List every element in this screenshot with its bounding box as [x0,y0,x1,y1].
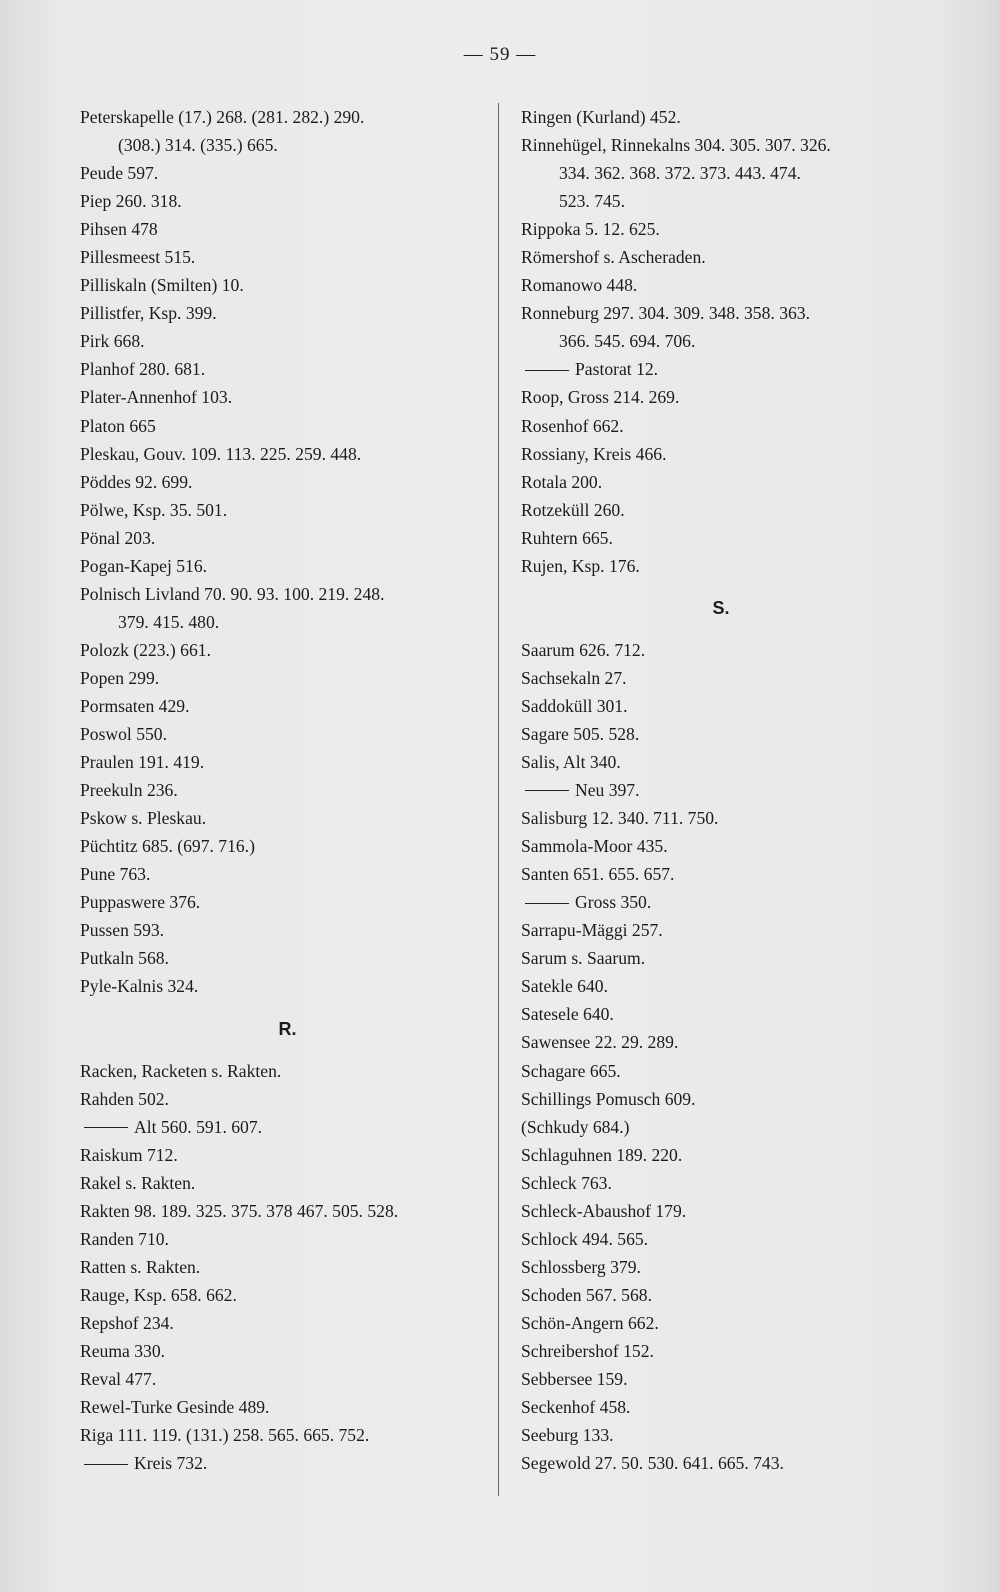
left-entries-p [80,103,500,1001]
index-entry-text: (308.) 314. (335.) 665. [118,135,278,156]
index-entry-text: Ringen (Kurland) 452. [521,107,681,127]
index-entry-text: Pirk 668. [80,331,145,352]
index-entry-text: Rewel-Turke Gesinde 489. [80,1397,270,1418]
index-entry-text: Römershof s. Ascheraden. [521,247,706,268]
index-entry-text: Pastorat 12. [575,359,659,380]
index-entry [80,1449,500,1477]
right-entries-r [521,103,921,580]
index-entry-text: Rauge, Ksp. 658. 662. [80,1284,237,1305]
index-entry-text: Schagare 665. [521,1060,621,1081]
index-entry [80,1253,500,1281]
index-entry-text: Salisburg 12. 340. 711. 750. [521,808,719,829]
index-entry [80,580,500,608]
index-entry-text: Pyle-Kalnis 324. [80,976,199,997]
index-entry [80,860,500,888]
index-entry-text: Ronneburg 297. 304. 309. 348. 358. 363. [521,303,810,324]
index-entry [521,1253,921,1281]
index-entry-text: Schleck 763. [521,1172,612,1193]
index-entry [521,552,921,580]
index-entry [80,1421,500,1449]
index-entry [80,299,500,327]
index-entry [521,944,921,972]
index-entry [521,215,921,243]
index-entry-text: Pormsaten 429. [80,695,190,716]
index-entry [521,972,921,1000]
index-entry-text: Sachsekaln 27. [521,667,627,688]
index-entry [521,440,921,468]
index-entry [80,327,500,355]
index-entry [521,1225,921,1253]
index-entry [80,1085,500,1113]
index-entry [80,187,500,215]
index-entry [521,1421,921,1449]
index-entry [521,1028,921,1056]
index-entry [80,496,500,524]
index-entry-text: Rakel s. Rakten. [80,1172,196,1193]
left-entries-r [80,1057,500,1478]
index-entry [521,468,921,496]
index-entry [80,1141,500,1169]
index-entry [80,972,500,1000]
index-entry [521,860,921,888]
index-entry [521,327,921,355]
index-entry-text: Saddoküll 301. [521,695,628,716]
index-entry-text: Saarum 626. 712. [521,639,646,660]
index-entry-text: Pöddes 92. 699. [80,471,193,492]
index-entry [521,804,921,832]
index-entry-text: Popen 299. [80,667,160,688]
index-entry-text: Schlossberg 379. [521,1256,641,1277]
index-entry-text: Puppaswere 376. [80,892,201,913]
index-entry-text: Neu 397. [575,780,640,801]
index-entry [521,1281,921,1309]
index-entry [80,1393,500,1421]
index-entry [521,888,921,916]
index-entry-text: Platon 665 [80,415,156,436]
index-entry-text: Sagare 505. 528. [521,723,640,744]
index-entry-text: Racken, Racketen s. Rakten. [80,1060,282,1081]
index-entry [80,1309,500,1337]
index-entry [521,524,921,552]
index-entry-text: Romanowo 448. [521,275,638,296]
index-entry [521,1309,921,1337]
index-entry-text: Püchtitz 685. (697. 716.) [80,836,255,857]
index-entry-text: Randen 710. [80,1228,169,1249]
index-entry [80,888,500,916]
index-entry-text: Polozk (223.) 661. [80,639,211,660]
index-entry [80,1169,500,1197]
index-entry [521,636,921,664]
index-entry-text: Pönal 203. [80,527,156,548]
index-entry [80,524,500,552]
index-entry [80,552,500,580]
index-entry-text: Schlaguhnen 189. 220. [521,1144,683,1165]
index-entry [80,692,500,720]
index-entry-text: Ruhtern 665. [521,527,613,548]
page-number: — 59 — [463,44,537,65]
index-entry [521,187,921,215]
index-entry-text: Segewold 27. 50. 530. 641. 665. 743. [521,1453,784,1474]
index-entry-text: Seeburg 133. [521,1425,614,1446]
index-entry [80,832,500,860]
index-entry-text: 334. 362. 368. 372. 373. 443. 474. [559,163,801,184]
index-entry [521,103,921,131]
index-entry-text: Schillings Pomusch 609. [521,1088,696,1109]
index-entry-text: Roop, Gross 214. 269. [521,387,680,408]
index-entry [80,1281,500,1309]
index-entry [521,1113,921,1141]
index-entry [521,243,921,271]
index-entry-text: Repshof 234. [80,1312,174,1333]
index-entry [80,748,500,776]
index-entry [521,720,921,748]
index-entry-text: Sebbersee 159. [521,1369,628,1390]
index-entry-text: Schön-Angern 662. [521,1312,659,1333]
index-entry-text: Alt 560. 591. 607. [134,1116,263,1137]
index-entry-text: Kreis 732. [134,1453,208,1474]
index-entry-text: Sarum s. Saarum. [521,948,646,969]
index-entry [80,916,500,944]
index-entry [521,159,921,187]
index-entry-text: Sawensee 22. 29. 289. [521,1032,679,1053]
index-entry [521,916,921,944]
index-entry-text: Putkaln 568. [80,948,169,969]
index-entry [80,720,500,748]
index-entry-text: Preekuln 236. [80,780,178,801]
index-entry-text: Pskow s. Pleskau. [80,808,207,829]
right-entries-s [521,636,921,1477]
index-entry-text: Rossiany, Kreis 466. [521,443,667,464]
index-entry-text: Ratten s. Rakten. [80,1256,201,1277]
index-entry [521,412,921,440]
column-divider [498,103,499,1496]
index-entry [521,832,921,860]
index-entry [521,1337,921,1365]
repeat-dash [525,903,569,904]
index-entry-text: Pogan-Kapej 516. [80,555,208,576]
right-column [521,103,921,1477]
index-entry [521,496,921,524]
repeat-dash [525,790,569,791]
index-entry [80,608,500,636]
index-entry-text: Schlock 494. 565. [521,1228,649,1249]
index-entry [80,1113,500,1141]
index-entry [80,355,500,383]
index-entry-text: (Schkudy 684.) [521,1116,630,1137]
index-entry-text: Rotala 200. [521,471,603,492]
index-entry [80,412,500,440]
index-entry-text: Sammola-Moor 435. [521,836,668,857]
index-entry [80,383,500,411]
index-entry [521,1169,921,1197]
index-entry [521,664,921,692]
index-entry [521,748,921,776]
index-entry-text: Pölwe, Ksp. 35. 501. [80,499,228,520]
left-column [80,103,500,1477]
index-entry [80,1225,500,1253]
index-entry-text: Raiskum 712. [80,1144,178,1165]
repeat-dash [525,370,569,371]
index-entry [521,776,921,804]
index-entry-text: Pilliskaln (Smilten) 10. [80,275,244,296]
index-entry [521,355,921,383]
index-entry [80,440,500,468]
index-entry [521,1085,921,1113]
index-entry-text: Rosenhof 662. [521,415,624,436]
index-entry-text: Rippoka 5. 12. 625. [521,219,660,240]
section-letter-s: S. [712,597,730,618]
index-entry [80,804,500,832]
index-entry-text: Piep 260. 318. [80,191,182,212]
index-entry-text: Schreibershof 152. [521,1340,654,1361]
index-entry-text: Salis, Alt 340. [521,751,621,772]
repeat-dash [84,1464,128,1465]
index-entry-text: Rahden 502. [80,1088,169,1109]
index-entry-text: Gross 350. [575,892,652,913]
index-entry-text: Rujen, Ksp. 176. [521,555,640,576]
index-entry [80,664,500,692]
index-entry-text: Rakten 98. 189. 325. 375. 378 467. 505. 528. [80,1200,399,1221]
index-entry-text: 379. 415. 480. [118,611,220,632]
index-entry-text: Seckenhof 458. [521,1397,631,1418]
repeat-dash [84,1127,128,1128]
index-entry-text: Peude 597. [80,163,159,184]
index-entry-text: Satekle 640. [521,976,608,997]
index-entry [80,636,500,664]
index-entry-text: Pune 763. [80,864,151,885]
index-entry-text: 366. 545. 694. 706. [559,331,696,352]
index-entry [521,131,921,159]
index-entry-text: Sarrapu-Mäggi 257. [521,920,663,941]
index-entry [521,1141,921,1169]
index-entry [80,215,500,243]
index-entry [80,271,500,299]
index-entry-text: Praulen 191. 419. [80,752,205,773]
index-entry-text: Polnisch Livland 70. 90. 93. 100. 219. 248. [80,583,385,604]
index-entry-text: Pihsen 478 [80,219,158,240]
index-entry-text: Pillesmeest 515. [80,247,196,268]
index-entry-text: 523. 745. [559,191,625,212]
index-entry [80,944,500,972]
index-entry [521,1393,921,1421]
index-entry-text: Poswol 550. [80,724,168,745]
index-entry [80,131,500,159]
index-entry-text: Planhof 280. 681. [80,359,206,380]
index-entry [521,1365,921,1393]
index-entry [521,692,921,720]
index-entry-text: Santen 651. 655. 657. [521,864,675,885]
index-entry-text: Pillistfer, Ksp. 399. [80,303,217,324]
index-entry [521,299,921,327]
index-entry [80,776,500,804]
index-entry-text: Rotzeküll 260. [521,499,625,520]
index-entry [80,1337,500,1365]
index-entry [521,383,921,411]
index-entry-text: Schoden 567. 568. [521,1284,652,1305]
index-entry-text: Schleck-Abaushof 179. [521,1200,687,1221]
index-entry [80,468,500,496]
index-entry [80,103,500,131]
index-entry [521,271,921,299]
index-entry-text: Satesele 640. [521,1004,614,1025]
index-entry-text: Plater-Annenhof 103. [80,387,233,408]
index-entry [521,1057,921,1085]
index-entry-text: Pussen 593. [80,920,165,941]
index-entry-text: Rinnehügel, Rinnekalns 304. 305. 307. 326. [521,135,831,156]
index-entry [80,1057,500,1085]
index-entry [521,1449,921,1477]
section-letter-r: R. [278,1018,297,1039]
index-entry [80,243,500,271]
index-entry [521,1197,921,1225]
index-entry-text: Reval 477. [80,1369,157,1390]
index-entry [521,1000,921,1028]
index-entry [80,1365,500,1393]
index-entry-text: Pleskau, Gouv. 109. 113. 225. 259. 448. [80,443,362,464]
index-entry-text: Reuma 330. [80,1340,166,1361]
index-entry-text: Peterskapelle (17.) 268. (281. 282.) 290. [80,107,365,127]
index-entry [80,159,500,187]
index-entry [80,1197,500,1225]
index-entry-text: Riga 111. 119. (131.) 258. 565. 665. 752. [80,1425,370,1446]
